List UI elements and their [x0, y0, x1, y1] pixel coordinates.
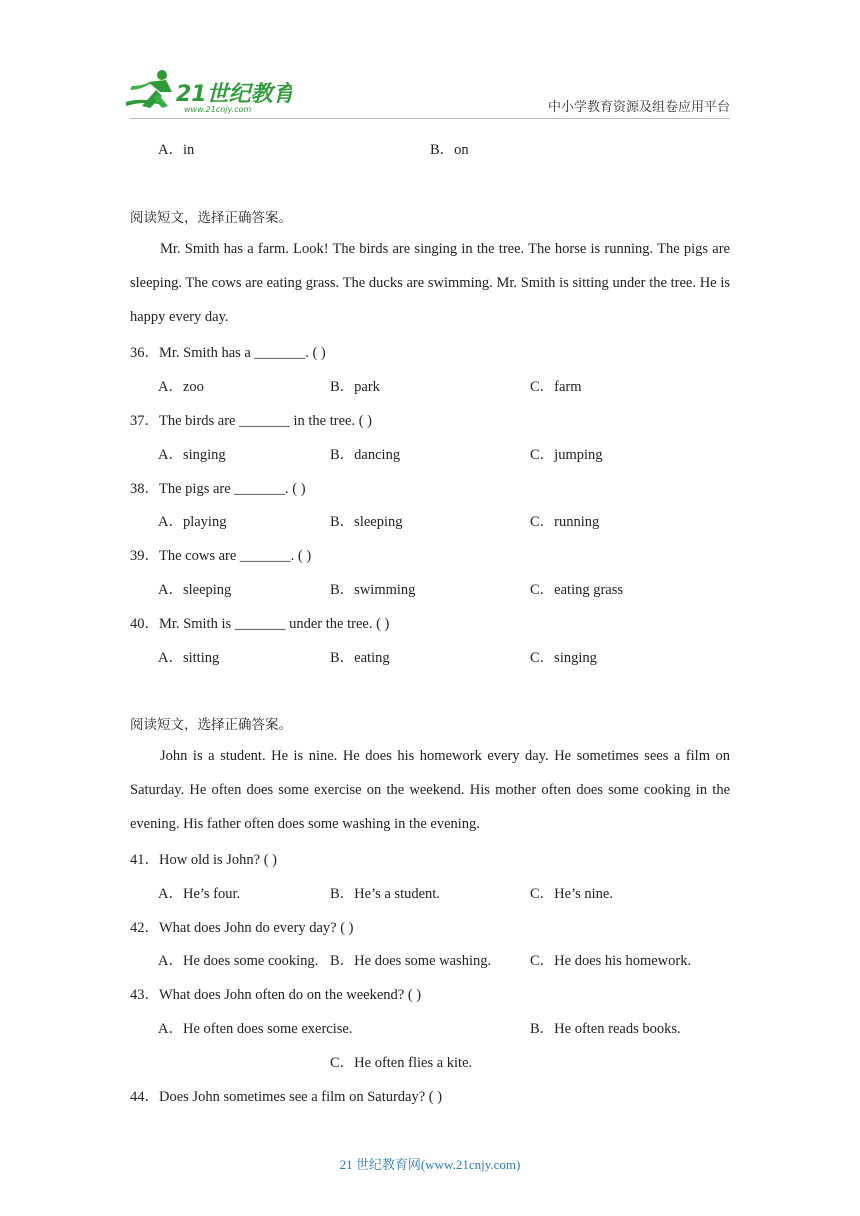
- option-39-b: B．swimming: [330, 582, 416, 598]
- option-38-b: B．sleeping: [330, 514, 403, 530]
- option-41-a: A．He’s four.: [158, 886, 241, 902]
- logo-url: www.21cnjy.com: [184, 105, 252, 114]
- option-36-c: C．farm: [530, 379, 582, 395]
- option-36-b: B．park: [330, 379, 380, 395]
- option-37-b: B．dancing: [330, 447, 401, 463]
- option-42-c: C．He does his homework.: [530, 953, 692, 969]
- question-37: 37．The birds are _______ in the tree. ( ): [130, 413, 372, 429]
- question-39: 39．The cows are _______. ( ): [130, 548, 312, 564]
- header-right-text: 中小学教育资源及组卷应用平台: [547, 100, 730, 115]
- section2-instruction: 阅读短文，选择正确答案。: [130, 717, 292, 733]
- option-40-c: C．singing: [530, 650, 597, 666]
- option-43-a: A．He often does some exercise.: [158, 1021, 353, 1037]
- option-37-a: A．singing: [158, 447, 226, 463]
- section1-passage: Mr. Smith has a farm. Look! The birds are singing in the tree. The horse is running. The pigs are sleeping. The cows are eating grass. The ducks are swimming. Mr. Smith is sitting under the tree. He is happy every day.: [130, 241, 730, 325]
- option-43-c: C．He often flies a kite.: [330, 1055, 473, 1071]
- question-44: 44．Does John sometimes see a film on Saturday? ( ): [130, 1089, 443, 1105]
- section1-instruction: 阅读短文，选择正确答案。: [130, 210, 292, 226]
- runner-logo-icon: [126, 70, 172, 108]
- option-42-a: A．He does some cooking.: [158, 953, 319, 969]
- option-40-a: A．sitting: [158, 650, 220, 666]
- section2-passage: John is a student. He is nine. He does his homework every day. He sometimes sees a film on Saturday. He often does some exercise on the weekend. His mother often does some cooking in the evening. His father often does some washing in the evening.: [130, 748, 730, 832]
- option-41-b: B．He’s a student.: [330, 886, 440, 902]
- option-39-c: C．eating grass: [530, 582, 624, 598]
- question-41: 41．How old is John? ( ): [130, 852, 278, 868]
- question-38: 38．The pigs are _______. ( ): [130, 481, 306, 497]
- option-37-c: C．jumping: [530, 447, 603, 463]
- option-43-b: B．He often reads books.: [530, 1021, 681, 1037]
- header-divider: [130, 118, 730, 119]
- question-42: 42．What does John do every day? ( ): [130, 920, 354, 936]
- question-43: 43．What does John often do on the weekend? ( ): [130, 987, 422, 1003]
- top-option-b: B．on: [430, 142, 469, 158]
- logo-text: 21世纪教育: [176, 82, 292, 107]
- question-40: 40．Mr. Smith is _______ under the tree. ( ): [130, 616, 390, 632]
- logo: [122, 66, 292, 116]
- option-41-c: C．He’s nine.: [530, 886, 613, 902]
- option-39-a: A．sleeping: [158, 582, 232, 598]
- option-40-b: B．eating: [330, 650, 390, 666]
- option-36-a: A．zoo: [158, 379, 204, 395]
- footer-text: 21 世纪教育网(www.21cnjy.com): [339, 1157, 521, 1172]
- option-38-a: A．playing: [158, 514, 227, 530]
- question-36: 36．Mr. Smith has a _______. ( ): [130, 345, 326, 361]
- option-38-c: C．running: [530, 514, 600, 530]
- option-42-b: B．He does some washing.: [330, 953, 492, 969]
- top-option-a: A．in: [158, 142, 195, 158]
